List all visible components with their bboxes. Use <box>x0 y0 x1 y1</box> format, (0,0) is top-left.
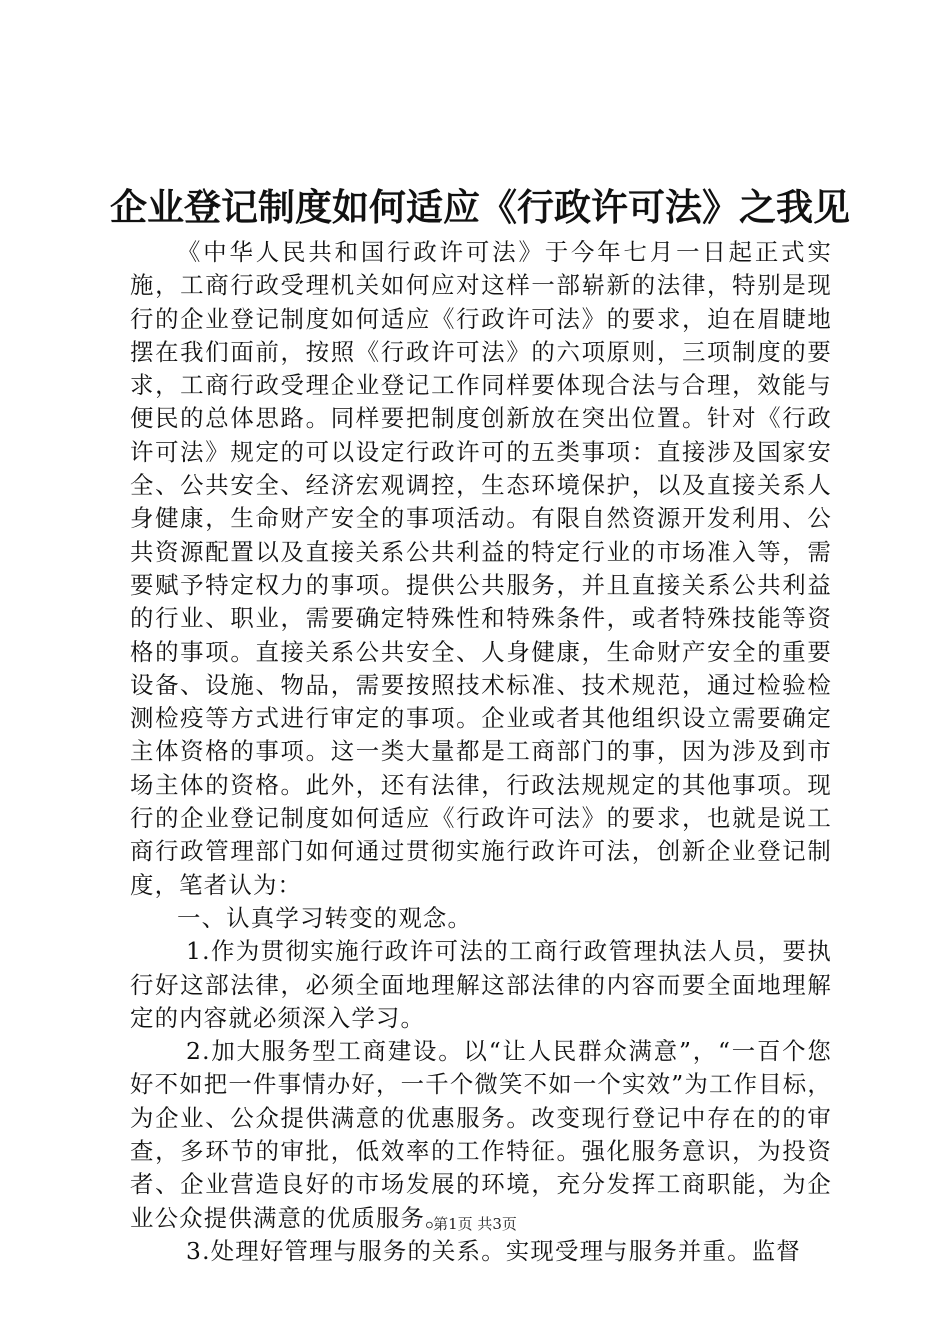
list-item-1: 1.作为贯彻实施行政许可法的工商行政管理执法人员，要执行好这部法律，必须全面地理解这部法律的内容而要全面地理解定的内容就必须深入学习。 <box>130 937 832 1032</box>
document-body <box>130 236 832 1268</box>
document-title: 企业登记制度如何适应《行政许可法》之我见 <box>110 186 850 229</box>
body-paragraph-intro: 《中华人民共和国行政许可法》于今年七月一日起正式实施，工商行政受理机关如何应对这样一部崭新的法律，特别是现行的企业登记制度如何适应《行政许可法》的要求，迫在眉睫地摆在我们面前，按照《行政许可法》的六项原则，三项制度的要求，工商行政受理企业登记工作同样要体现合法与合理，效能与便民的总体思路。同样要把制度创新放在突出位置。针对《行政许可法》规定的可以设定行政许可的五类事项：直接涉及国家安全、公共安全、经济宏观调控，生态环境保护，以及直接关系人身健康，生命财产安全的事项活动。有限自然资源开发利用、公共资源配置以及直接关系公共利益的特定行业的市场准入等，需要赋予特定权力的事项。提供公共服务，并且直接关系公共利益的行业、职业，需要确定特殊性和特殊条件，或者特殊技能等资格的事项。直接关系公共安全、人身健康，生命财产安全的重要设备、设施、物品，需要按照技术标准、技术规范，通过检验检测检疫等方式进行审定的事项。企业或者其他组织设立需要确定主体资格的事项。这一类大量都是工商部门的事，因为涉及到市场主体的资格。此外，还有法律，行政法规规定的其他事项。现行的企业登记制度如何适应《行政许可法》的要求，也就是说工商行政管理部门如何通过贯彻实施行政许可法，创新企业登记制度，笔者认为： <box>130 238 832 899</box>
list-item-2: 2.加大服务型工商建设。以“让人民群众满意”，“一百个您好不如把一件事情办好，一千个微笑不如一个实效”为工作目标，为企业、公众提供满意的优惠服务。改变现行登记中存在的的审查，多环节的审批，低效率的工作特征。强化服务意识，为投资者、企业营造良好的市场发展的环境，充分发挥工商职能，为企业公众提供满意的优质服务。 <box>130 1037 832 1232</box>
list-item-3: 3.处理好管理与服务的关系。实现受理与服务并重。监督 <box>186 1236 801 1265</box>
page-number-footer: 第1页 共3页 <box>433 1215 517 1233</box>
section-heading-one: 一、认真学习转变的观念。 <box>177 903 473 932</box>
